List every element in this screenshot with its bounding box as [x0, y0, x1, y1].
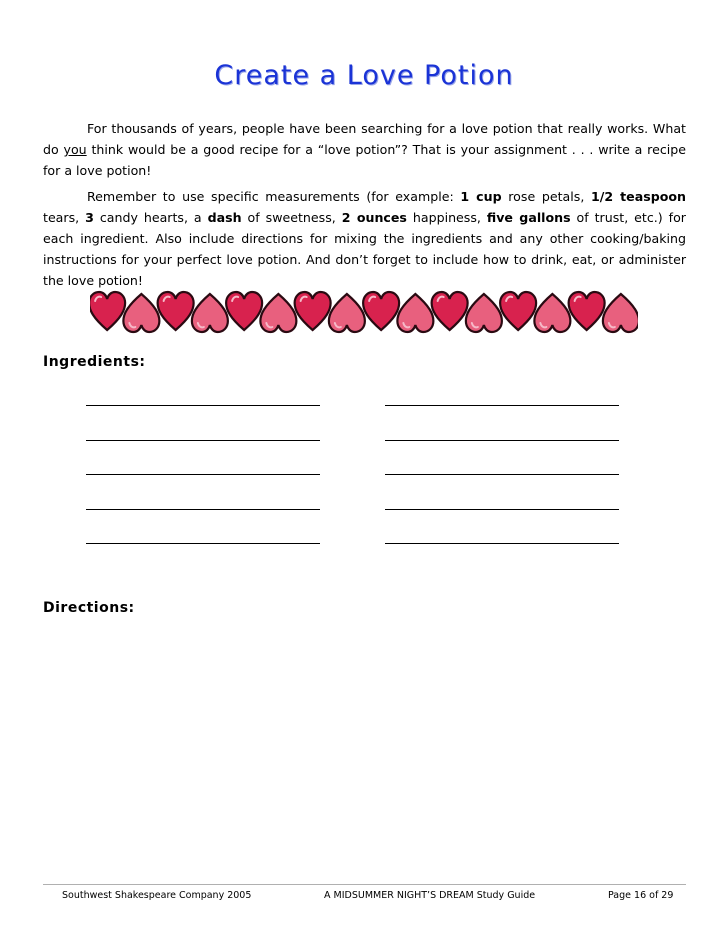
- heart-icon: [260, 294, 296, 332]
- heart-icon: [90, 292, 125, 330]
- page-title: Create a Love Potion: [214, 60, 514, 91]
- ingredient-blank-line: [385, 543, 619, 544]
- heart-icon: [192, 294, 228, 332]
- emphasis-you: you: [63, 142, 87, 157]
- heart-icon: [432, 292, 468, 330]
- footer-divider: [43, 884, 686, 885]
- heart-icon: [397, 294, 433, 332]
- heart-icon: [363, 292, 399, 330]
- heart-icon: [158, 292, 194, 330]
- ingredient-blank-line: [385, 440, 619, 441]
- ingredient-blank-line: [86, 509, 320, 510]
- intro-paragraph: For thousands of years, people have been searching for a love potion that really works. What do you think would be a good recipe for a “love potion”? That is your assignment . . . write a recipe for a love potion!: [43, 121, 687, 178]
- heart-icon: [603, 294, 638, 332]
- ingredients-heading: Ingredients:: [43, 354, 146, 370]
- ingredient-blank-line: [86, 474, 320, 475]
- hearts-border: [90, 290, 638, 334]
- footer-center: A MIDSUMMER NIGHT’S DREAM Study Guide: [324, 890, 536, 901]
- ingredient-blank-line: [385, 474, 619, 475]
- directions-heading: Directions:: [43, 600, 135, 616]
- footer-left: Southwest Shakespeare Company 2005: [62, 890, 252, 901]
- heart-icon: [534, 294, 570, 332]
- ingredient-blank-line: [86, 440, 320, 441]
- heart-icon: [123, 294, 159, 332]
- heart-icon: [295, 292, 331, 330]
- ingredient-blank-line: [86, 405, 320, 406]
- ingredient-blank-line: [385, 509, 619, 510]
- ingredient-blank-line: [86, 543, 320, 544]
- heart-icon: [500, 292, 536, 330]
- ingredient-blank-line: [385, 405, 619, 406]
- instructions-paragraph: Remember to use specific measurements (for example: 1 cup rose petals, 1/2 teaspoon tears, 3 candy hearts, a dash of sweetness, 2 ounces happiness, five gallons of trust, etc.) for each ingredient. Also include directions for mixing the ingredients and any other cooking/baking instructions for your perfect love potion. And don’t forget to include how to drink, eat, or administer the love potion!: [43, 189, 686, 288]
- heart-icon: [226, 292, 262, 330]
- heart-icon: [569, 292, 605, 330]
- heart-icon: [329, 294, 365, 332]
- heart-icon: [466, 294, 502, 332]
- footer-page-number: Page 16 of 29: [608, 890, 674, 901]
